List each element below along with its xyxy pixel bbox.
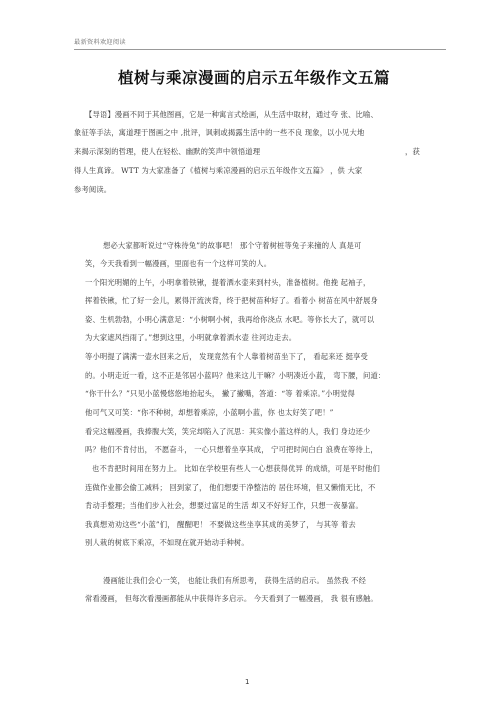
body-line: 一个阳光明媚的上午，小明拿着铁锹，提着洒水壶来到村头，准备植树。他挽 起袖子， (85, 278, 371, 287)
guide-line: 【导语】漫画不同于其他图画，它是一种寓言式绘画，从生活中取材，通过夸 张、比喻、 (85, 110, 378, 119)
body-line: 他可气又可笑：“你不种树，却想着乘凉，小蓝啊小蓝，你 也太好笑了吧！” (85, 408, 334, 417)
body-line: “你干什么？”只见小蓝慢悠悠地抬起头， 撇了撇嘴，答道：“等 着乘凉。”小明觉得 (85, 389, 356, 398)
body-line: 看完这幅漫画，我捧腹大笑，笑完却陷入了沉思：其实像小蓝这样的人，我们 身边还少 (85, 427, 371, 436)
body-line: 的。小明走近一看，这不正是邻居小蓝吗？他来这儿干嘛？小明凑近小蓝， 弯下腰，问道： (85, 371, 386, 380)
page-header-label: 最新资料欢迎阅读 (74, 39, 126, 46)
body-line: 也不肯把时间用在努力上。 比如在学校里有些人一心想获得优异 的成绩，可是平时他们 (92, 464, 380, 473)
body-line: 吗？他们不肯付出， 不愿奋斗， 一心只想着坐享其成， 宁可把时间白白 浪费在等待上， (85, 445, 378, 454)
body-line: 笑，今天我看到一幅漫画，里面也有一个这样可笑的人。 (85, 259, 272, 268)
body-line: 挥着铁锹，忙了好一会儿，累得汗流浃背，终于把树苗种好了。看着小 树苗在风中舒展身 (85, 296, 378, 305)
body-line: 为大家遮风挡雨了。”想到这里，小明就拿着洒水壶 往河边走去。 (85, 333, 297, 342)
guide-line: 得人生真谛。 WTT 为大家准备了《植树与乘凉漫画的启示五年级作文五篇》 ，供 大家 (74, 166, 363, 175)
guide-line: 来揭示深刻的哲理，使人在轻松、幽默的笑声中领悟道理 (74, 147, 261, 156)
body-line: 我真想劝劝这些“小蓝”们， 醒醒吧！ 不要做这些坐享其成的美梦了， 与其等 着去 (85, 520, 356, 529)
body-line: 连做作业都会偷工减料； 回到家了， 他们想要干净整洁的 居住环境，但又懒惰无比，不 (85, 483, 376, 492)
body-line: 常看漫画， 但每次看漫画都能从中获得许多启示。 今天看到了一幅漫画， 我 很有感触。 (85, 594, 378, 603)
document-title: 植树与乘凉漫画的启示五年级作文五篇 (117, 68, 390, 87)
guide-line: ，获 (405, 147, 420, 156)
page-number: 1 (245, 678, 250, 686)
guide-line: 参考阅读。 (74, 185, 112, 194)
body-line: 肯动手整理；当他们步入社会，想要过富足的生活 却又不好好工作，只想一夜暴富。 (85, 501, 364, 510)
body-line: 漫画能让我们会心一笑， 也能让我们有所思考， 获得生活的启示。 虽然我 不经 (103, 576, 367, 585)
body-line: 想必大家都听说过“守株待兔”的故事吧！ 那个守着树桩等兔子来撞的人 真是可 (103, 241, 362, 250)
body-line: 等小明提了满满一壶水回来之后， 发现竟然有个人靠着树苗坐下了， 看起来还 挺享受 (85, 352, 368, 361)
header-rule (74, 49, 446, 50)
guide-line: 象征等手法，寓道理于图画之中 ,批评，讽刺或揭露生活中的一些不良 现象，以小见大地 (74, 128, 365, 137)
body-line: 别人栽的树底下乘凉，不如现在就开始动手种树。 (85, 538, 249, 547)
body-line: 姿、生机勃勃，小明心满意足：“小树啊小树，我再给你浇点 水吧。等你长大了，就可以 (85, 315, 375, 324)
